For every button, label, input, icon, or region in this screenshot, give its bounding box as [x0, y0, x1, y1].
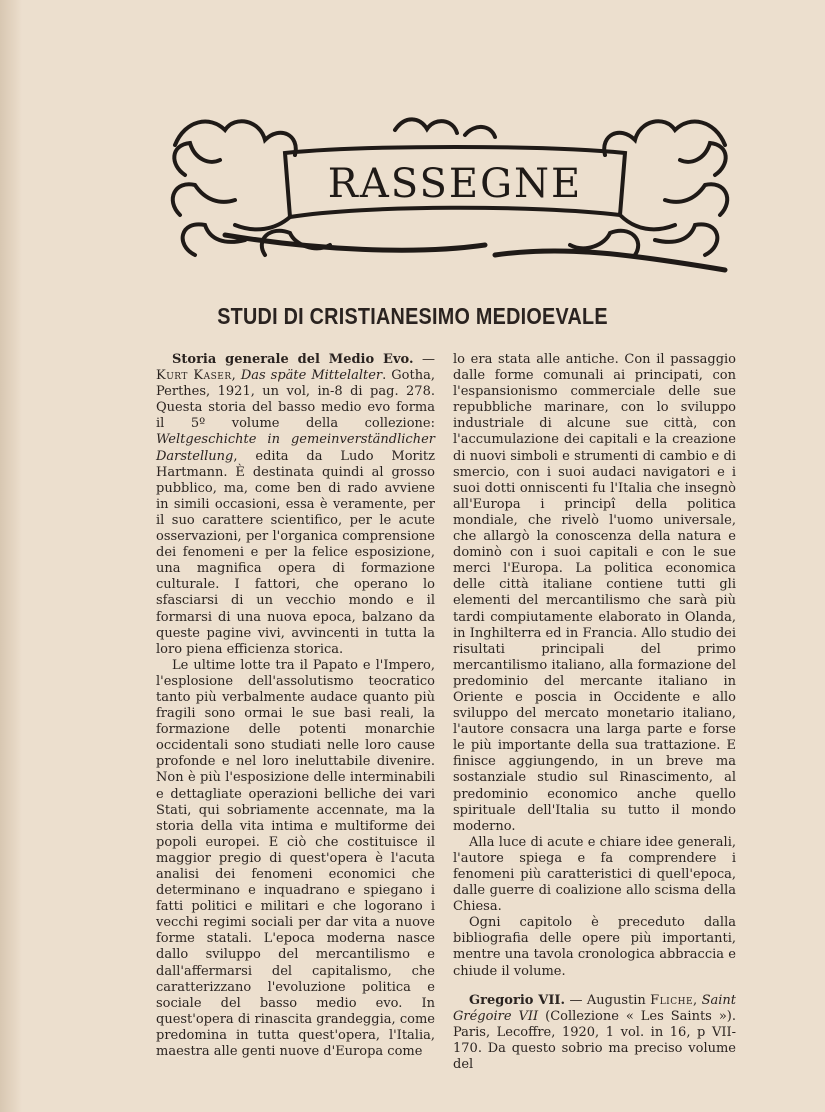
- article2-book-title: Saint Grégoire VII: [453, 992, 737, 1024]
- page-edge: [0, 0, 22, 1112]
- article1-book-title: Das späte Mittelalter: [240, 368, 383, 384]
- banner-text: RASSEGNE: [327, 161, 583, 207]
- article1-series-title: Weltgeschichte in gemeinverständlicher Darstellung: [156, 432, 435, 464]
- article1-para4: Ogni capitolo è preceduto dalla bibliografia delle opere più importanti, mentre una tavola cronologica abbraccia e chiude il volume.: [453, 915, 736, 979]
- column-left: [156, 352, 435, 1060]
- article1-author: Kurt Kaser: [156, 368, 232, 384]
- article2-author: Fliche: [650, 992, 694, 1008]
- article1-para2-continued: lo era stata alle antiche. Con il passaggio dalle forme comunali ai principati, con l'espansionismo commerciale delle sue repubbliche marinare, con lo sviluppo industriale di alcune sue città, con l'accumulazione dei capitali e la creazione di nuovi simboli e strumenti di cambio e di smercio, con i suoi audaci navigatori e i suoi dotti onniscenti fu l'Italia che insegnò all'Europa i principî della politica mondiale, che rivelò l'uomo universale, che allargò la conoscenza della natura e dominò con i suoi capitali e con le sue merci l'Europa. La politica economica delle città italiane contiene tutti gli elementi del mercantilismo che sarà più tardi compiutamente elaborato in Olanda, in Inghilterra ed in Francia. Allo studio dei risultati principali del primo mercantilismo italiano, alla formazione del predominio del mercante italiano in Oriente e poscia in Occidente e allo sviluppo del mercato monetario italiano, l'autore consacra una larga parte e forse le più importante della sua trattazione. E finisce aggiungendo, in un breve ma sostanziale studio sul Rinascimento, al predominio economico anche quello spirituale dell'Italia su tutto il mondo moderno.: [453, 352, 736, 834]
- column-right: [453, 352, 736, 1073]
- article1-para3: Alla luce di acute e chiare idee generali, l'autore spiega e fa comprendere i fenomeni più caratteristici di quell'epoca, dalle guerre di coalizione allo scisma della Chiesa.: [453, 834, 736, 915]
- article1-heading: Storia generale del Medio Evo.: [172, 352, 414, 367]
- article1-para1: Storia generale del Medio Evo. — Kurt Kaser, Das späte Mittelalter. Gotha, Perthes, 1921, un vol, in-8 di pag. 278. Questa storia del basso medio evo forma il 5º volume della collezione: Weltgeschichte in gemeinverständlicher Darstellung, edita da Ludo Moritz Hartmann. È destinata quindi al grosso pubblico, ma, come ben di rado avviene in simili occasioni, essa è veramente, per il suo carattere scientifico, per le acute osservazioni, per l'organica comprensione dei fenomeni e per la felice esposizione, una magnifica opera di formazione culturale. I fattori, che operano lo sfasciarsi di un vecchio mondo e il formarsi di una nuova epoca, balzano da queste pagine vivi, avvincenti in tutta la loro piena efficienza storica.: [156, 352, 435, 657]
- article2-heading: Gregorio VII.: [469, 992, 566, 1008]
- page-title: STUDI DI CRISTIANESIMO MEDIOEVALE: [217, 303, 608, 329]
- article2-para1: Gregorio VII. — Augustin Fliche, Saint Grégoire VII (Collezione « Les Saints »). Paris, Lecoffre, 1920, 1 vol. in 16, p VII-170. Da questo sobrio ma preciso volume del: [453, 992, 737, 1073]
- article1-para2: Le ultime lotte tra il Papato e l'Impero, l'esplosione dell'assolutismo teocratico tanto più verbalmente audace quanto più fragili sono ormai le sue basi reali, la formazione delle potenti monarchie occidentali sono studiati nelle loro cause profonde e nel loro ineluttabile divenire. Non è più l'esposizione delle interminabili e dettagliate operazioni belliche dei vari Stati, qui sobriamente accennate, ma la storia della vita intima e multiforme dei popoli europei. E ciò che costituisce il maggior pregio di quest'opera è l'acuta analisi dei fenomeni economici che determinano e inquadrano e spiegano i fatti politici e militari e che logorano i vecchi regimi sociali per dar vita a nuove forme statali. L'epoca moderna nasce dallo sviluppo del mercantilismo e dall'affermarsi del capitalismo, che caratterizzano l'evoluzione politica e sociale del basso medio evo. In quest'opera di rinascita grandeggia, come predomina in tutta quest'opera, l'Italia, maestra alle genti nuove d'Europa come: [156, 657, 435, 1060]
- rassegne-banner: [165, 105, 735, 275]
